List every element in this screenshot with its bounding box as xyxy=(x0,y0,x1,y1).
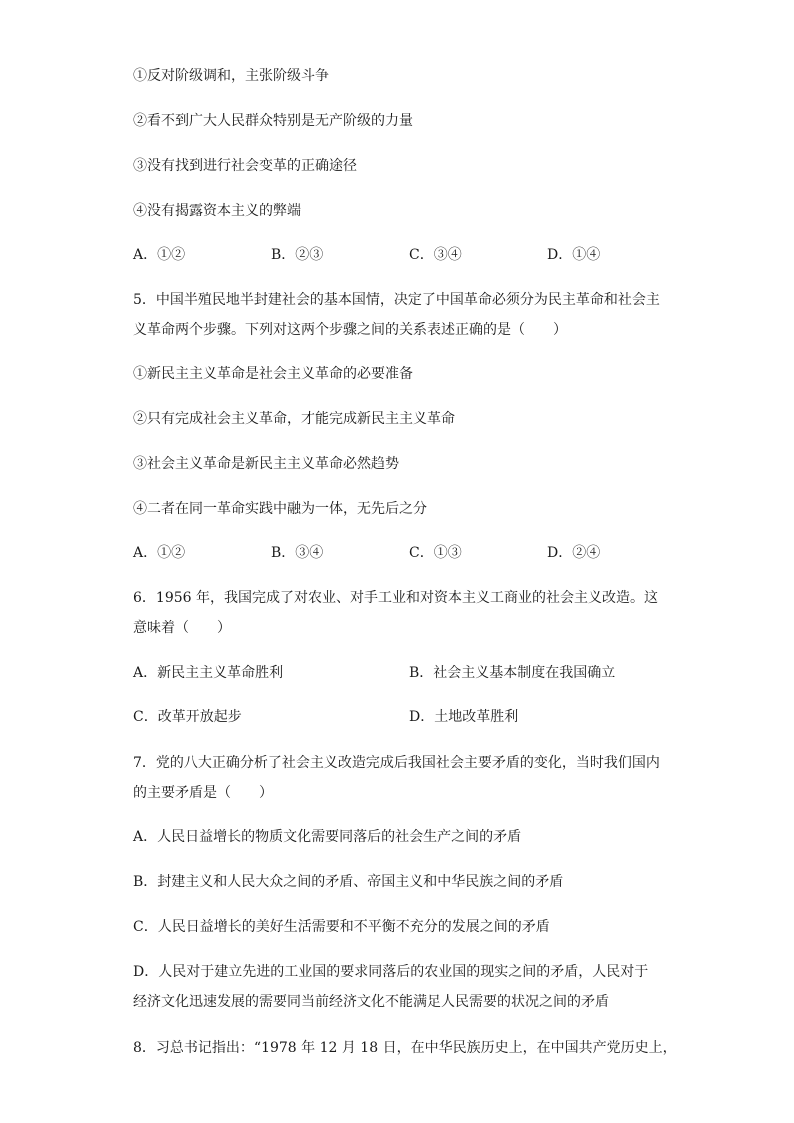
q5-stem-line-1: 5．中国半殖民地半封建社会的基本国情，决定了中国革命必须分为民主革命和社会主 xyxy=(133,292,660,308)
q5-option-c: C．①③ xyxy=(409,545,462,561)
q5-option-b: B．③④ xyxy=(271,545,324,561)
q7-option-c: C．人民日益增长的美好生活需要和不平衡不充分的发展之间的矛盾 xyxy=(133,919,550,935)
q7-stem-line-2: 的主要矛盾是（ ） xyxy=(133,785,273,801)
q4-item-2: ②看不到广大人民群众特别是无产阶级的力量 xyxy=(133,113,413,129)
q7-option-d-line-1: D．人民对于建立先进的工业国的要求同落后的农业国的现实之间的矛盾，人民对于 xyxy=(133,964,649,980)
q4-option-c: C．③④ xyxy=(409,247,462,263)
q7-option-b: B．封建主义和人民大众之间的矛盾、帝国主义和中华民族之间的矛盾 xyxy=(133,874,564,890)
q4-item-3: ③没有找到进行社会变革的正确途径 xyxy=(133,158,357,174)
q5-item-1: ①新民主主义革命是社会主义革命的必要准备 xyxy=(133,366,413,382)
q4-item-4: ④没有揭露资本主义的弊端 xyxy=(133,203,301,219)
q4-option-d: D．①④ xyxy=(547,247,601,263)
q6-option-b: B．社会主义基本制度在我国确立 xyxy=(409,665,616,681)
q4-option-a: A．①② xyxy=(133,247,186,263)
q5-option-a: A．①② xyxy=(133,545,186,561)
q6-stem-line-1: 6．1956 年，我国完成了对农业、对手工业和对资本主义工商业的社会主义改造。这 xyxy=(133,590,658,606)
q5-stem-line-2: 义革命两个步骤。下列对这两个步骤之间的关系表述正确的是（ ） xyxy=(133,322,567,338)
q5-item-3: ③社会主义革命是新民主主义革命必然趋势 xyxy=(133,456,399,472)
q7-option-a: A．人民日益增长的物质文化需要同落后的社会生产之间的矛盾 xyxy=(133,829,522,845)
q6-option-a: A．新民主主义革命胜利 xyxy=(133,665,284,681)
q5-item-4: ④二者在同一革命实践中融为一体，无先后之分 xyxy=(133,501,427,517)
q4-item-1: ①反对阶级调和，主张阶级斗争 xyxy=(133,68,329,84)
q5-option-d: D．②④ xyxy=(547,545,601,561)
q4-option-b: B．②③ xyxy=(271,247,324,263)
q7-stem-line-1: 7．党的八大正确分析了社会主义改造完成后我国社会主要矛盾的变化，当时我们国内 xyxy=(133,755,660,771)
q8-stem-line-1: 8．习总书记指出：“1978 年 12 月 18 日，在中华民族历史上，在中国共产党历史上， xyxy=(133,1040,677,1056)
q6-stem-line-2: 意味着（ ） xyxy=(133,620,231,636)
q6-option-c: C．改革开放起步 xyxy=(133,709,242,725)
q7-option-d-line-2: 经济文化迅速发展的需要同当前经济文化不能满足人民需要的状况之间的矛盾 xyxy=(133,994,609,1010)
q6-option-d: D．土地改革胜利 xyxy=(409,709,519,725)
q5-item-2: ②只有完成社会主义革命，才能完成新民主主义革命 xyxy=(133,411,455,427)
